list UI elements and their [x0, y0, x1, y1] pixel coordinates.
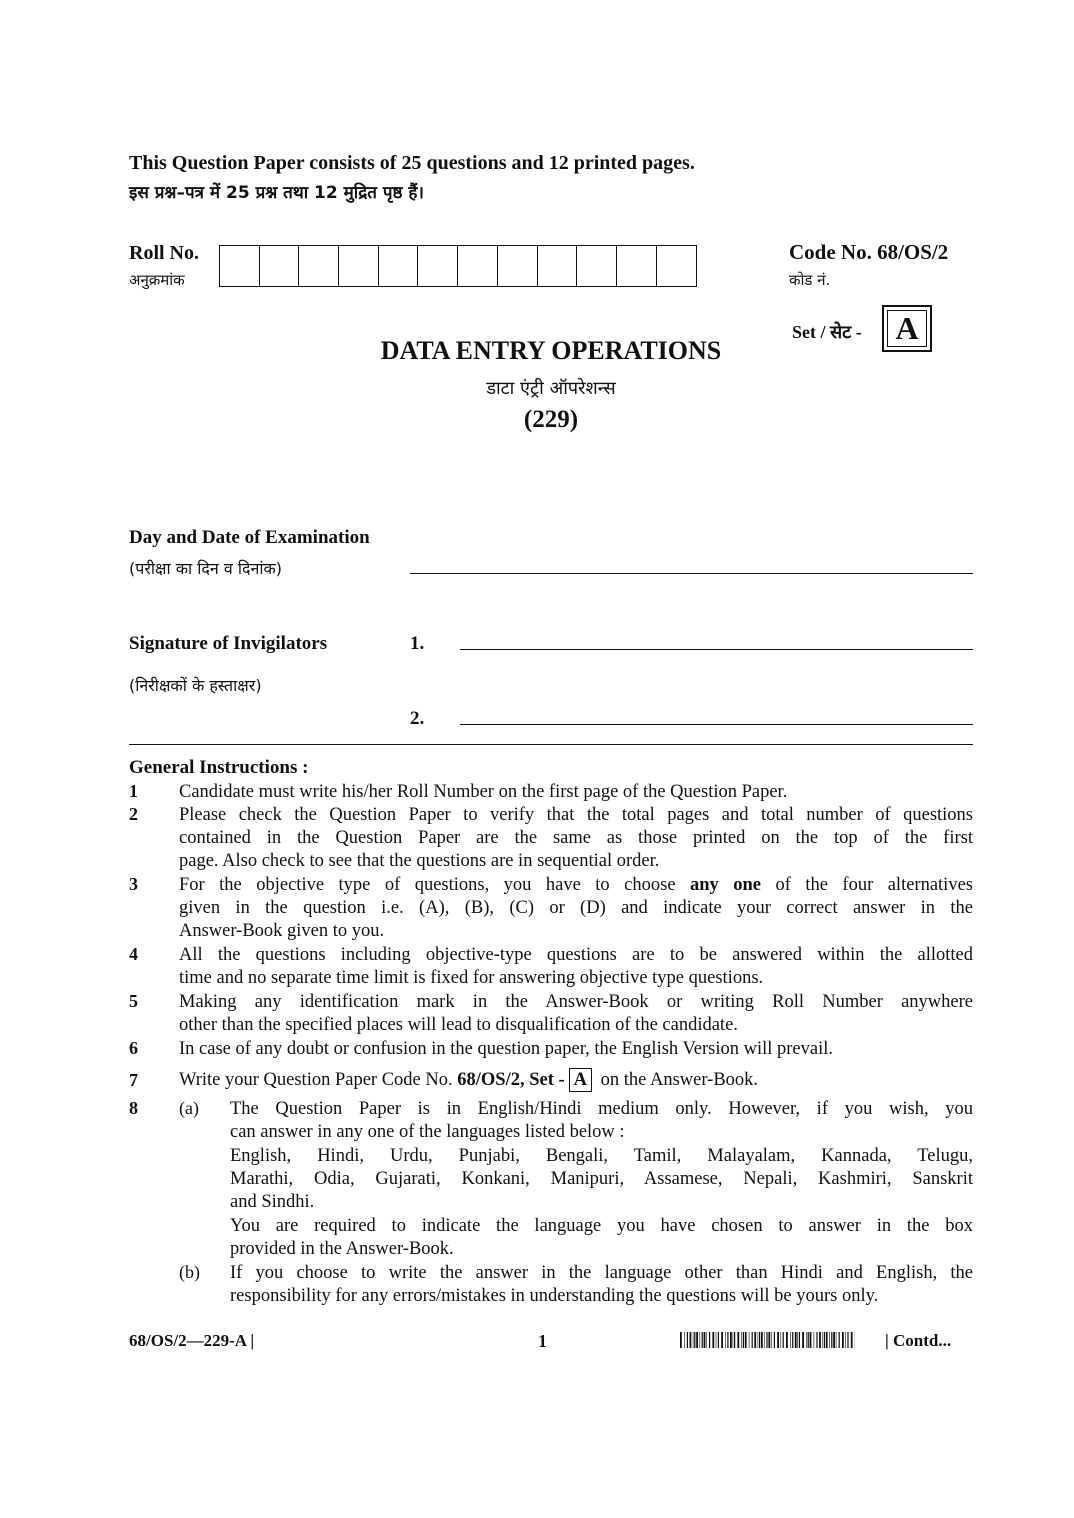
instruction-text: Marathi, Odia, Gujarati, Konkani, Manipuri, Assamese, Nepali, Kashmiri, Sanskrit	[230, 1169, 973, 1189]
instruction-text: Making any identification mark in the Answer-Book or writing Roll Number anywhere	[179, 992, 973, 1012]
signature-number-1: 1.	[410, 633, 425, 654]
roll-number-label: Roll No.	[129, 242, 199, 264]
roll-number-box[interactable]	[260, 246, 300, 286]
instruction-text	[179, 874, 973, 897]
instruction-text: All the questions including objective-type questions are to be answered within the allotted	[179, 945, 973, 965]
code-number-hi: कोड नं.	[789, 271, 831, 289]
sub-label: (a)	[179, 1098, 199, 1118]
signature-field-2[interactable]	[460, 724, 973, 725]
instruction-text: The Question Paper is in English/Hindi medium only. However, if you wish, you	[230, 1099, 973, 1119]
instruction-text: If you choose to write the answer in the language other than Hindi and English, the	[230, 1263, 973, 1283]
instruction-number: 3	[129, 874, 138, 894]
subject-title: DATA ENTRY OPERATIONS	[380, 336, 722, 365]
invigilator-signature-label: Signature of Invigilators	[129, 633, 328, 654]
instructions-title: General Instructions :	[129, 757, 309, 778]
roll-number-box[interactable]	[577, 246, 617, 286]
roll-number-label-hi: अनुक्रमांक	[129, 271, 185, 289]
instruction-number: 7	[129, 1070, 138, 1090]
instruction-number: 5	[129, 991, 138, 1011]
code-number: Code No. 68/OS/2	[789, 240, 949, 264]
instruction-text: Answer-Book given to you.	[179, 921, 385, 941]
instruction-number: 1	[129, 781, 138, 801]
subject-title-hi: डाटा एंट्री ऑपरेशन्स	[486, 378, 616, 399]
instruction-text: Candidate must write his/her Roll Number on the first page of the Question Paper.	[179, 782, 788, 802]
instruction-text: other than the specified places will lead to disqualification of the candidate.	[179, 1015, 738, 1035]
set-value-inline: A	[569, 1068, 592, 1092]
instruction-text-part: on the Answer-Book.	[600, 1070, 759, 1090]
paper-info-en: This Question Paper consists of 25 questions and 12 printed pages.	[129, 152, 695, 174]
roll-number-box[interactable]	[299, 246, 339, 286]
instruction-emphasis: any one	[690, 875, 762, 895]
roll-number-boxes[interactable]	[219, 245, 697, 287]
instruction-text: You are required to indicate the language you have chosen to answer in the box	[230, 1216, 973, 1236]
instruction-text: Please check the Question Paper to verify that the total pages and total number of questions	[179, 805, 973, 825]
instruction-text: can answer in any one of the languages listed below :	[230, 1122, 625, 1142]
subject-code: (229)	[523, 406, 579, 433]
roll-number-box[interactable]	[418, 246, 458, 286]
instruction-text: responsibility for any errors/mistakes in understanding the questions will be yours only.	[230, 1286, 879, 1306]
continued-label: | Contd...	[885, 1331, 952, 1350]
instruction-text-part: For the objective type of questions, you have to choose	[179, 875, 676, 895]
instruction-text-part: of the four alternatives	[775, 875, 973, 895]
invigilator-signature-label-hi: (निरीक्षकों के हस्ताक्षर)	[129, 676, 262, 695]
instruction-number: 6	[129, 1038, 138, 1058]
instruction-text: page. Also check to see that the questions are in sequential order.	[179, 851, 660, 871]
roll-number-box[interactable]	[617, 246, 657, 286]
instruction-code: 68/OS/2, Set -	[457, 1070, 565, 1090]
paper-info-hi: इस प्रश्न–पत्र में 25 प्रश्न तथा 12 मुद्रित पृष्ठ हैं।	[129, 183, 424, 203]
instruction-text	[179, 1068, 758, 1092]
instruction-text: contained in the Question Paper are the same as those printed on the top of the first	[179, 828, 973, 848]
instruction-text: provided in the Answer-Book.	[230, 1239, 454, 1259]
instruction-text: given in the question i.e. (A), (B), (C) or (D) and indicate your correct answer in the	[179, 898, 973, 918]
set-value: A	[887, 310, 927, 347]
instruction-text: and Sindhi.	[230, 1192, 315, 1212]
page-number: 1	[538, 1331, 547, 1351]
sub-label: (b)	[179, 1262, 200, 1282]
exam-date-field[interactable]	[410, 573, 973, 574]
instruction-number: 2	[129, 804, 138, 824]
roll-number-box[interactable]	[538, 246, 578, 286]
roll-number-box[interactable]	[220, 246, 260, 286]
exam-date-label: Day and Date of Examination	[129, 527, 370, 548]
instruction-number: 8	[129, 1098, 138, 1118]
signature-field-1[interactable]	[460, 649, 973, 650]
instruction-number: 4	[129, 944, 138, 964]
footer-code: 68/OS/2—229-A |	[129, 1331, 255, 1350]
instruction-text: English, Hindi, Urdu, Punjabi, Bengali, Tamil, Malayalam, Kannada, Telugu,	[230, 1146, 973, 1166]
roll-number-box[interactable]	[339, 246, 379, 286]
signature-number-2: 2.	[410, 708, 425, 729]
roll-number-box[interactable]	[498, 246, 538, 286]
set-label: Set / सेट -	[792, 322, 862, 342]
instruction-text: time and no separate time limit is fixed for answering objective type questions.	[179, 968, 764, 988]
divider	[129, 744, 973, 745]
roll-number-box[interactable]	[379, 246, 419, 286]
roll-number-box[interactable]	[657, 246, 697, 286]
instruction-text-part: Write your Question Paper Code No.	[179, 1070, 453, 1090]
instruction-text: In case of any doubt or confusion in the question paper, the English Version will prevail.	[179, 1039, 833, 1059]
exam-date-label-hi: (परीक्षा का दिन व दिनांक)	[129, 559, 283, 578]
roll-number-box[interactable]	[458, 246, 498, 286]
barcode-icon	[680, 1332, 855, 1348]
